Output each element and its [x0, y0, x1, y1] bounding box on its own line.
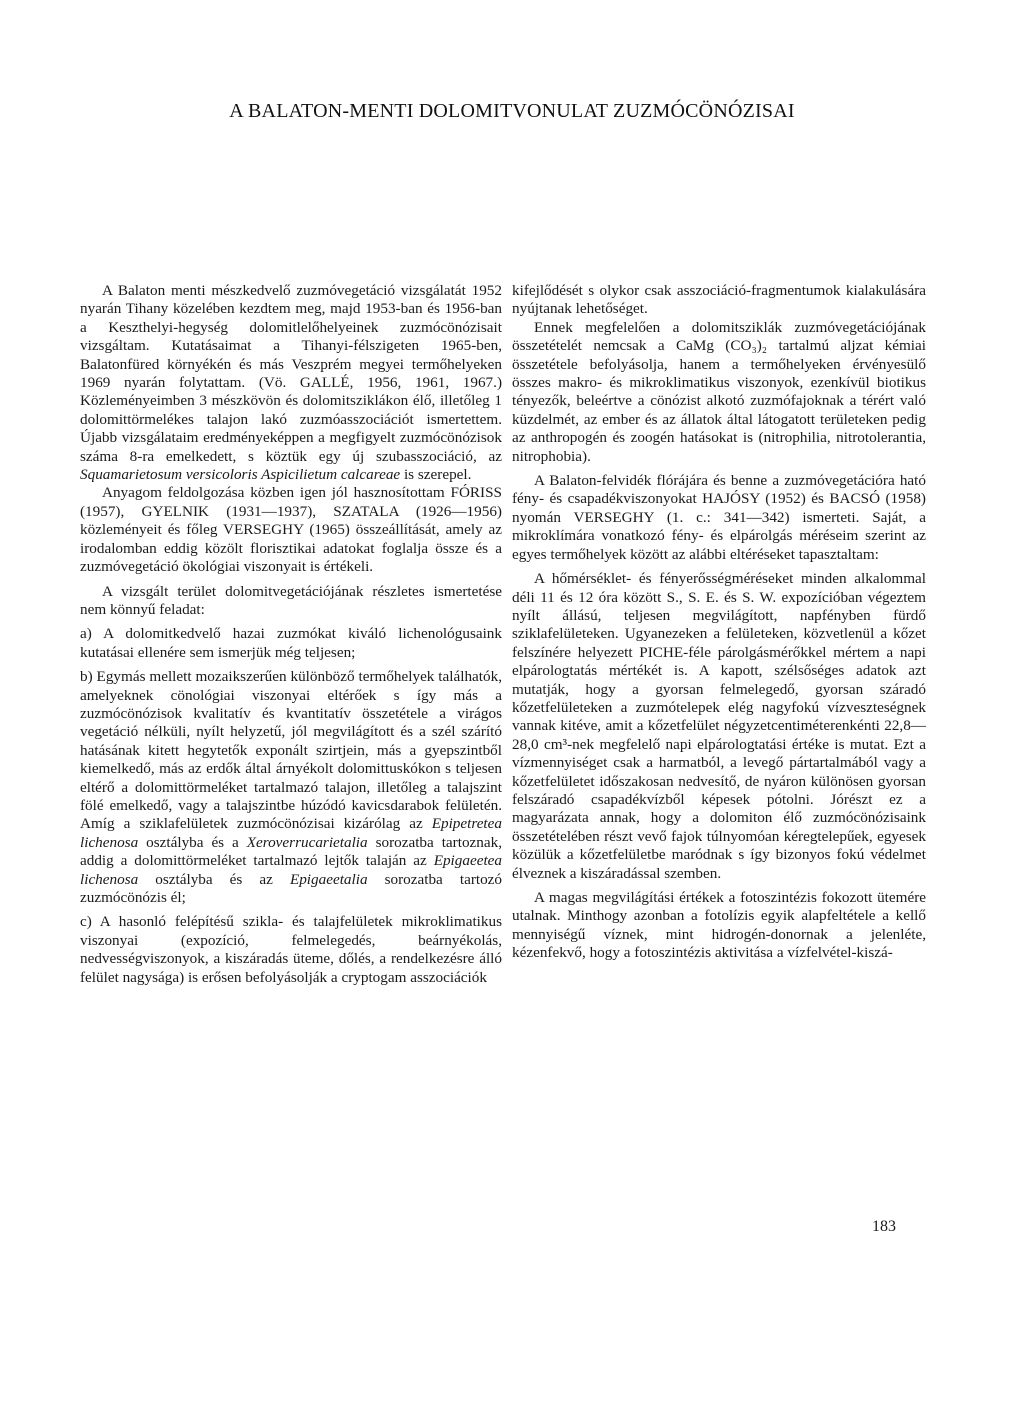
paragraph: Ennek megfelelően a dolomitsziklák zuzmóvegetációjának összetételét nemcsak a CaMg (CO₃)₂ tartalmú aljzat kémiai összetétele befolyásolja, hanem a termőhelyeken érvényesülő összes makro- és mikroklimatikus viszonyok, ezenkívül biotikus tényezők, beleértve a cönózist alkotó zuzmófajoknak a térért való küzdelmét, az ember és az állatok által látogatott területeken pedig az anthropogén és zoogén hatásokat is (nitrophilia, nitrotolerantia, nitrophobia). — [512, 318, 926, 465]
left-column — [80, 282, 502, 987]
paragraph: Anyagom feldolgozása közben igen jól hasznosítottam FÓRISS (1957), GYELNIK (1931—1937), SZATALA (1926—1956) közleményeit és főleg VERSEGHY (1965) összeállítását, amely az irodalomban eddig közölt florisztikai adatokat foglalja össze és a zuzmóvegetáció ökológiai viszonyait is értékeli. — [80, 484, 502, 576]
page-number: 183 — [872, 1218, 896, 1235]
italic-taxon: Squamarietosum versicoloris Aspicilietum calcareae — [80, 466, 401, 484]
right-column — [512, 282, 926, 963]
paragraph: A Balaton-felvidék flórájára és benne a zuzmóvegetációra ható fény- és csapadékviszonyokat HAJÓSY (1952) és BACSÓ (1958) nyomán VERSEGHY (1. c.: 341—342) ismerteti. Saját, a mikroklímára vonatkozó fény- és elpárolgás méréseim szerint az egyes termőhelyek között az alábbi eltéréseket tapasztaltam: — [512, 472, 926, 563]
paragraph: A vizsgált terület dolomitvegetációjának részletes ismertetése nem könnyű feladat: — [80, 582, 502, 618]
list-item: a) A dolomitkedvelő hazai zuzmókat kiváló lichenológusaink kutatásai ellenére sem ismerjük még teljesen; — [80, 625, 502, 661]
page-title: A BALATON-MENTI DOLOMITVONULAT ZUZMÓCÖNÓZISAI — [229, 100, 795, 122]
paragraph: A Balaton menti mészkedvelő zuzmóvegetáció vizsgálatát 1952 nyarán Tihany közelében kezdtem meg, majd 1953-ban és 1956-ban a Keszthelyi-hegység dolomitlelőhelyeinek zuzmócönózisait vizsgáltam. Kutatásaimat a Tihanyi-félszigeten 1965-ben, Balatonfüred környékén és más Veszprém megyei termőhelyeken 1969 nyarán folytattam. (Vö. GALLÉ, 1956, 1961, 1967.) Közleményeimben 3 mészkövön és dolomitsziklákon élő, illetőleg 1 dolomittörmelékes talajon lakó zuzmóasszociációt ismertettem. Újabb vizsgálataim eredményeképpen a megfigyelt zuzmócönózisok száma 8-ra emelkedett, s köztük egy új szubasszociáció, az Squamarietosum versicoloris Aspicilietum calcareae is szerepel. — [80, 282, 502, 484]
list-item: c) A hasonló felépítésű szikla- és talajfelületek mikroklimatikus viszonyai (expozíció, felmelegedés, beárnyékolás, nedvességviszonyok, a kiszáradás üteme, dőlés, a rendelkezésre álló felület nagysága) is erősen befolyásolják a cryptogam asszociációk — [80, 913, 502, 986]
paragraph: A magas megvilágítási értékek a fotoszintézis fokozott ütemére utalnak. Minthogy azonban a fotolízis egyik alapfeltétele a kellő mennyiségű víznek, mint hidrogén-donornak a jelenléte, kézenfekvő, hogy a fotoszintézis aktivitása a vízfelvétel-kiszá- — [512, 889, 926, 962]
list-item: b) Egymás mellett mozaikszerűen különböző termőhelyek találhatók, amelyeknek cönológiai viszonyai eltérőek s így más a zuzmócönózisok kvalitatív és kvantitatív összetétele a virágos vegetáció nélküli, nyílt helyzetű, jól megvilágított és a szél szárító hatásának kitett hegytetők exponált szirtjein, más a gyepszintből kiemelkedő, más az erdők által árnyékolt dolomittuskókon s teljesen eltérő a dolomittörmeléket tartalmazó talajon, illetőleg a talajszint fölé emelkedő, vagy a talajszintbe húzódó kavicsdarabok felületén. Amíg a sziklafelületek zuzmócönózisai kizárólag az Epipetretea lichenosa osztályba és a Xeroverrucarietalia sorozatba tartoznak, addig a dolomittörmeléket tartalmazó lejtők talaján az Epigaeetea lichenosa osztályba és az Epigaeetalia sorozatba tartozó zuzmócönózis él; — [80, 668, 503, 906]
paragraph: kifejlődését s olykor csak asszociáció-fragmentumok kialakulására nyújtanak lehetőséget. — [512, 282, 926, 318]
paragraph: A hőmérséklet- és fényerősségméréseket minden alkalommal déli 11 és 12 óra között S., S. E. és S. W. expozícióban végeztem nyílt állású, teljesen megvilágított, napfényben fürdő sziklafelületeken. Ugyanezeken a felületeken, közvetlenül a kőzet felszínére helyezett PICHE-féle párolgásmérőkkel mértem a napi elpárologtatás mértékét is. A kapott, szélsőséges adatok azt mutatják, hogy a gyorsan felmelegedő, gyorsan száradó kőzetfelületeken a zuzmótelepek elég nagyfokú vízveszteségnek vannak kitéve, amit a kőzetfelület négyzetcentiméterenkénti 22,8—28,0 cm³-nek megfelelő napi elpárologtatási értéke is mutat. Ezt a vízmennyiséget csak a harmatból, a levegő pártartalmából vagy a kőzetfelületet időszakosan nedvesítő, de nyáron különösen gyorsan felszáradó csapadékvízből képesek pótolni. Jórészt ez a magyarázata annak, hogy a dolomiton élő zuzmócönózisaink összetételében részt vevő fajok túlnyomóan kéregtelepűek, egyesek közülük a kőzetfelületbe maródnak s így bizonyos fokú védelmet élveznek a kiszáradással szemben. — [512, 570, 926, 882]
